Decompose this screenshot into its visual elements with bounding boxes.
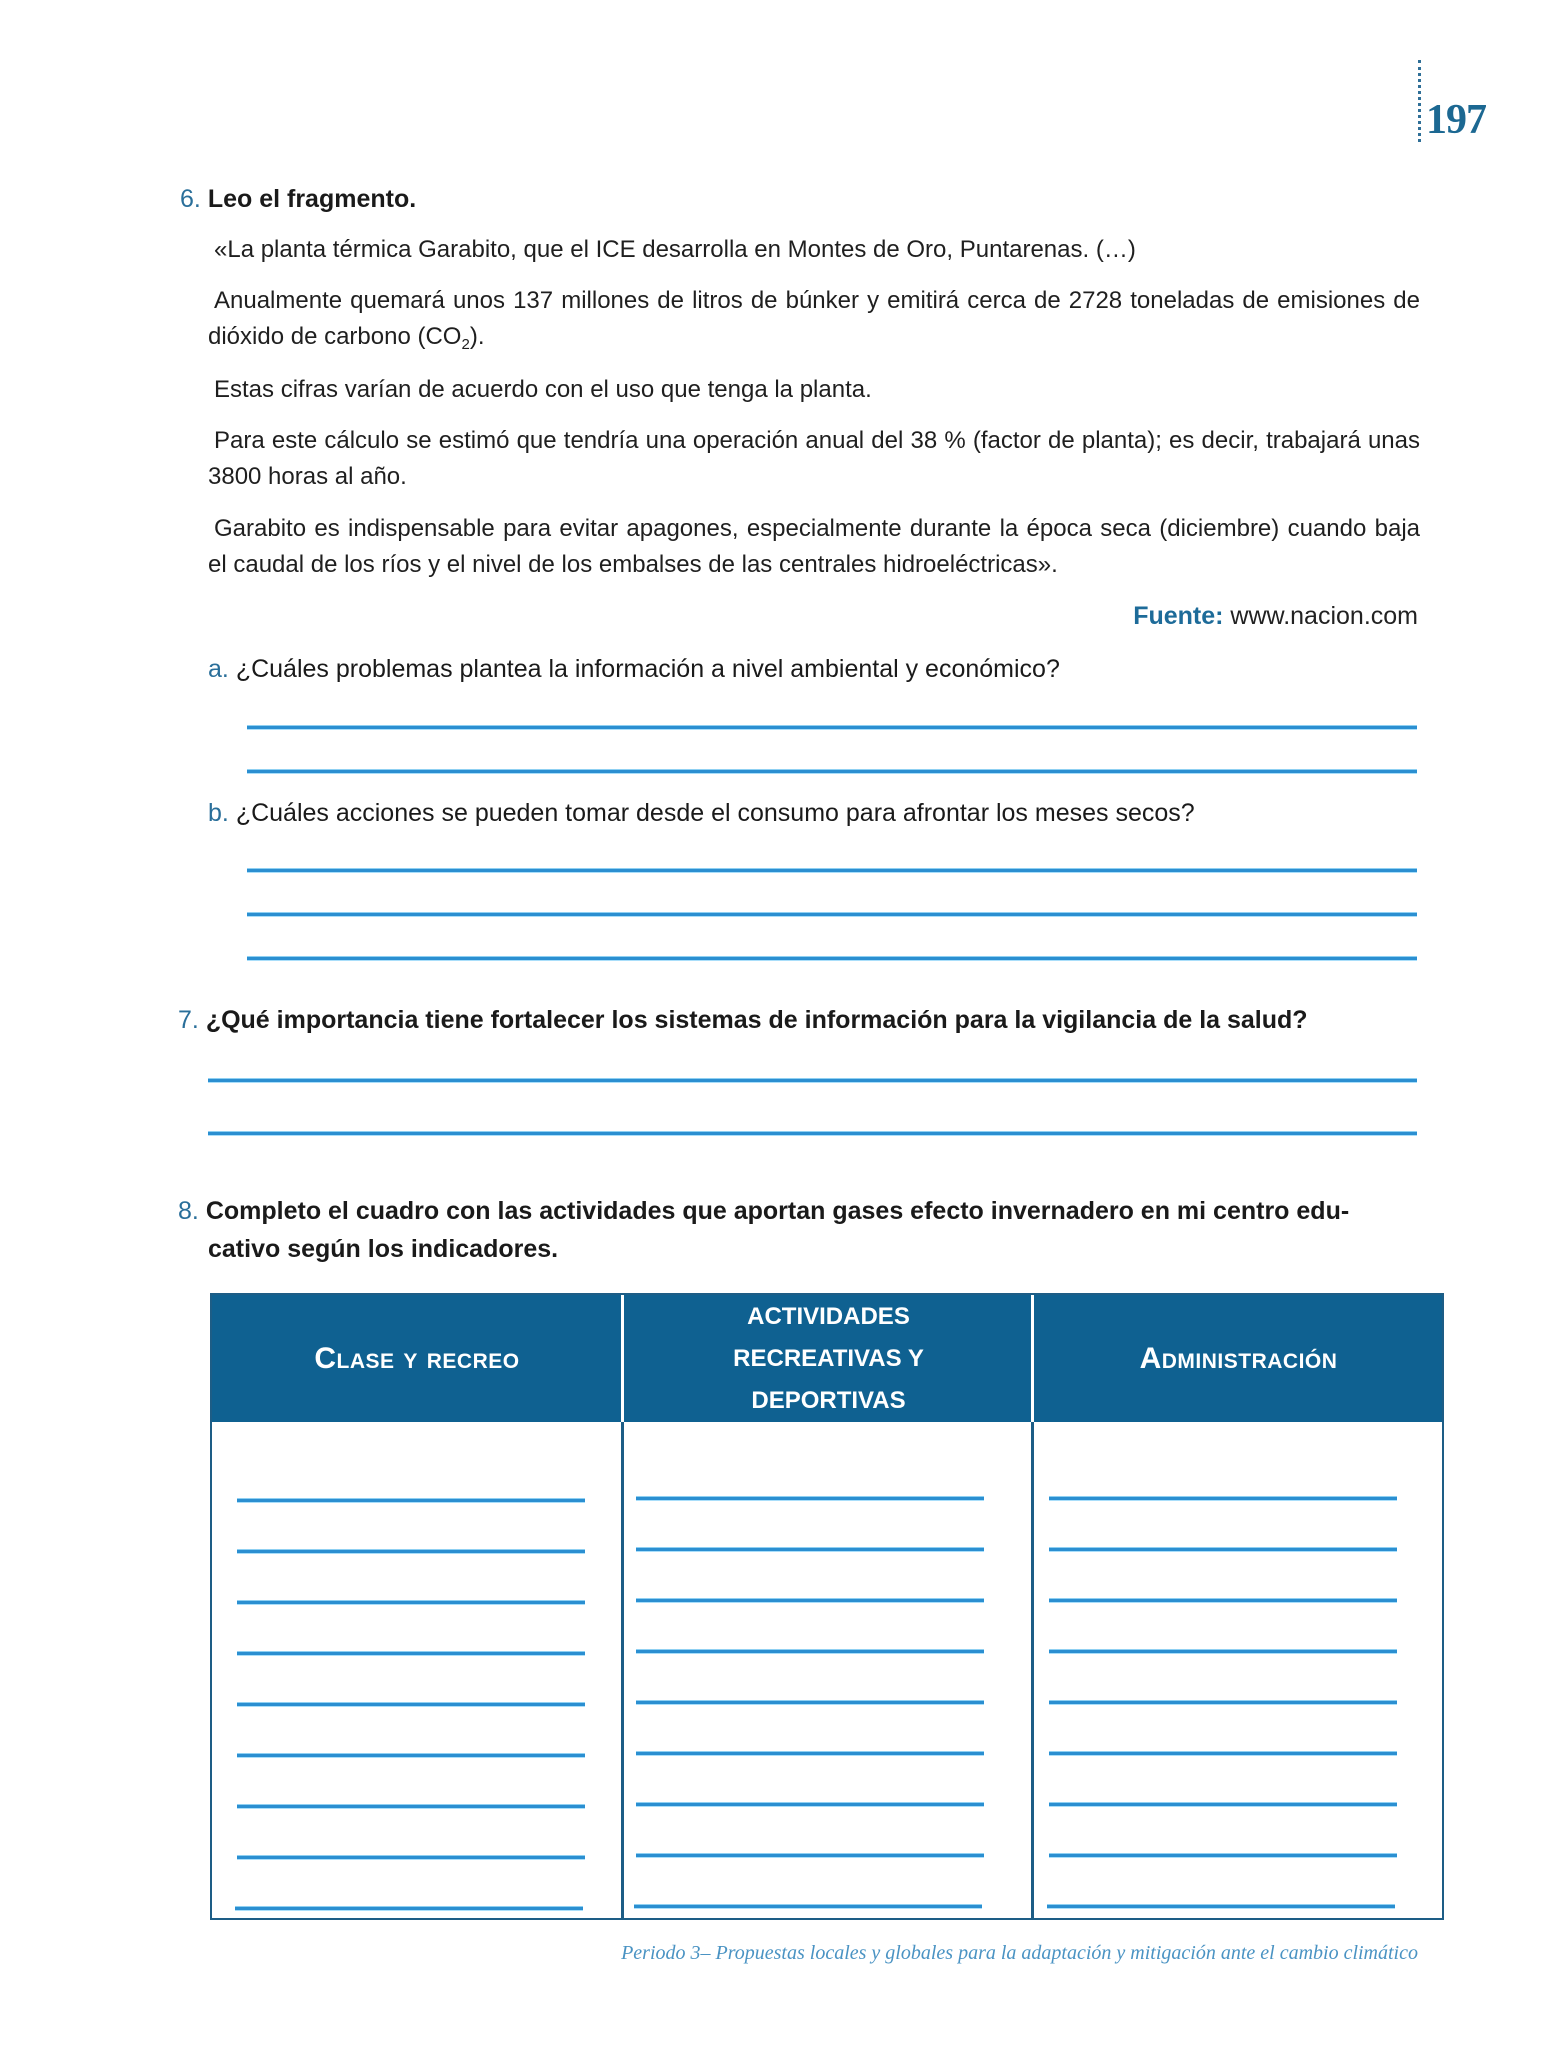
question-6b-letter: b. [208, 799, 229, 827]
table-col2-line[interactable] [636, 1496, 984, 1501]
question-6-heading [180, 185, 416, 214]
table-col1-line[interactable] [237, 1855, 585, 1860]
table-col2-line[interactable] [636, 1547, 984, 1552]
page-footer: Periodo 3– Propuestas locales y globales para la adaptación y mitigación ante el cambio climático [621, 1942, 1418, 1964]
table-col1-line[interactable] [237, 1753, 585, 1758]
page-number: 197 [1426, 97, 1486, 143]
header-divider-2 [1031, 1295, 1034, 1422]
table-col1-line[interactable] [237, 1498, 585, 1503]
answer-line-6a-1[interactable] [247, 725, 1417, 730]
fragment-paragraph-2-end: ). [469, 323, 485, 350]
table-col1-line[interactable] [237, 1804, 585, 1809]
question-7 [178, 1006, 1308, 1035]
table-header [212, 1295, 1442, 1422]
question-6a-letter: a. [208, 655, 229, 683]
table-col2-line[interactable] [636, 1598, 984, 1603]
emissions-activities-table [210, 1293, 1444, 1920]
question-8-text-1: Completo el cuadro con las actividades que aportan gases efecto invernadero en mi centro edu- [205, 1197, 1350, 1225]
table-col3-line[interactable] [1049, 1598, 1397, 1603]
answer-line-7-2[interactable] [208, 1131, 1417, 1136]
table-col1-line[interactable] [237, 1600, 585, 1605]
table-col3-line[interactable] [1047, 1904, 1395, 1909]
answer-line-6b-1[interactable] [247, 868, 1417, 873]
question-6b [208, 799, 1195, 828]
header-col2-line1: ACTIVIDADES [747, 1302, 910, 1330]
table-col2-line[interactable] [636, 1853, 984, 1858]
table-col1-line[interactable] [237, 1549, 585, 1554]
source-url: www.nacion.com [1230, 602, 1418, 630]
question-7-text: ¿Qué importancia tiene fortalecer los sistemas de información para la vigilancia de la salud? [205, 1006, 1308, 1034]
question-6b-text: ¿Cuáles acciones se pueden tomar desde el consumo para afrontar los meses secos? [235, 799, 1195, 827]
fragment-paragraph-1: «La planta térmica Garabito, que el ICE desarrolla en Montes de Oro, Puntarenas. (…) [214, 236, 1136, 263]
answer-line-6a-2[interactable] [247, 769, 1417, 774]
table-col3-line[interactable] [1049, 1751, 1397, 1756]
table-col2-line[interactable] [636, 1700, 984, 1705]
column-divider-2 [1031, 1422, 1034, 1918]
co2-subscript: 2 [461, 336, 470, 353]
table-col2-line[interactable] [636, 1802, 984, 1807]
header-administracion: Administración [1139, 1341, 1338, 1375]
column-divider-1 [621, 1422, 624, 1918]
answer-line-7-1[interactable] [208, 1078, 1417, 1083]
table-col1-line[interactable] [235, 1906, 583, 1911]
source-citation [1133, 602, 1418, 631]
fragment-paragraph-2-text: Anualmente quemará unos 137 millones de litros de búnker y emitirá cerca de 2728 toneladas de emisiones de dióxido de carbono (CO [208, 287, 1420, 350]
fragment-paragraph-3: Estas cifras varían de acuerdo con el uso que tenga la planta. [214, 376, 872, 403]
header-col2-line2: RECREATIVAS Y [733, 1344, 924, 1372]
question-6-title: Leo el fragmento. [207, 185, 417, 213]
question-8 [178, 1192, 1349, 1268]
header-actividades-recreativas [625, 1295, 1032, 1422]
fragment-paragraph-4: Para este cálculo se estimó que tendría una operación anual del 38 % (factor de planta); es decir, trabajará unas 3800 horas al año. [208, 427, 1420, 490]
table-col2-line[interactable] [636, 1751, 984, 1756]
header-col2-line3: DEPORTIVAS [751, 1386, 906, 1414]
table-col2-line[interactable] [634, 1904, 982, 1909]
question-8-line-2: cativo según los indicadores. [208, 1235, 559, 1263]
table-col3-line[interactable] [1049, 1853, 1397, 1858]
question-6a-text: ¿Cuáles problemas plantea la información a nivel ambiental y económico? [235, 655, 1060, 683]
table-col2-line[interactable] [636, 1649, 984, 1654]
fragment-paragraph-5: Garabito es indispensable para evitar apagones, especialmente durante la época seca (diciembre) cuando baja el caudal de los ríos y el nivel de los embalses de las centrales hidroeléctricas». [208, 515, 1420, 578]
question-6-number: 6. [180, 185, 201, 213]
fragment-paragraph-2 [208, 283, 1420, 355]
question-6a [208, 655, 1060, 684]
table-col3-line[interactable] [1049, 1547, 1397, 1552]
question-8-number: 8. [178, 1197, 199, 1225]
header-divider-1 [621, 1295, 624, 1422]
table-col3-line[interactable] [1049, 1802, 1397, 1807]
question-7-number: 7. [178, 1006, 199, 1034]
question-8-line-1 [178, 1192, 1349, 1230]
table-col3-line[interactable] [1049, 1496, 1397, 1501]
table-col1-line[interactable] [237, 1651, 585, 1656]
table-col3-line[interactable] [1049, 1649, 1397, 1654]
table-col3-line[interactable] [1049, 1700, 1397, 1705]
source-label: Fuente: [1133, 602, 1224, 630]
table-col1-line[interactable] [237, 1702, 585, 1707]
answer-line-6b-2[interactable] [247, 912, 1417, 917]
page-number-dotted-rule [1418, 60, 1421, 142]
header-clase-y-recreo: Clase y recreo [314, 1341, 520, 1375]
answer-line-6b-3[interactable] [247, 956, 1417, 961]
